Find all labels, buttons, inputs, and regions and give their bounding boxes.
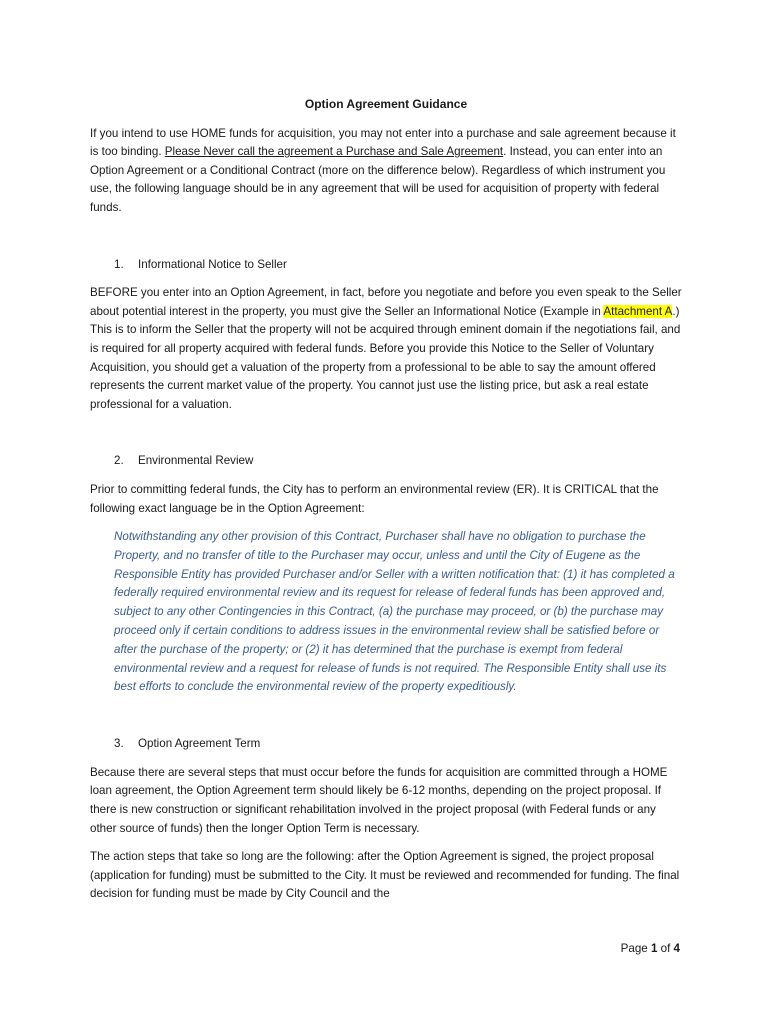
section-2-number: 2. bbox=[114, 454, 124, 468]
page-title: Option Agreement Guidance bbox=[304, 97, 468, 111]
section-1-number: 1. bbox=[114, 257, 124, 271]
intro-text-1: If you intend to use HOME funds for acquisition, you may not enter into a purchase and sale agreement because it is too binding. bbox=[90, 126, 676, 159]
attachment-a-highlight: Attachment A bbox=[603, 304, 673, 318]
page-word: Page bbox=[620, 942, 651, 955]
page-number-footer bbox=[621, 942, 680, 955]
page-current: 1 bbox=[650, 942, 658, 955]
section-3-paragraph-2: The action steps that take so long are the following: after the Option Agreement is signed, the project proposal (application for funding) must be submitted to the City. It must be reviewed and recommended for funding. The final decision for funding must be made by City Council and the bbox=[90, 850, 680, 901]
section-2-title: Environmental Review bbox=[138, 454, 254, 468]
intro-paragraph bbox=[90, 125, 682, 218]
section-3-heading bbox=[90, 735, 682, 754]
page-of-word: of bbox=[657, 942, 674, 955]
intro-text-2: . Instead, you can enter into an Option Agreement or a Conditional Contract (more on the difference below). Regardless of which instrument you use, the following language should be in any agreement that will be used for acquisition of property with federal funds. bbox=[90, 145, 666, 214]
section-1-title: Informational Notice to Seller bbox=[138, 257, 287, 271]
document-body bbox=[90, 95, 682, 914]
section-2-heading bbox=[90, 452, 682, 471]
section-3-number: 3. bbox=[114, 737, 124, 751]
intro-underlined-text: Please Never call the agreement a Purchase and Sale Agreement bbox=[164, 145, 504, 159]
section-1-paragraph bbox=[90, 284, 682, 414]
section-1-text-1: BEFORE you enter into an Option Agreement, in fact, before you negotiate and before you even speak to the Seller about potential interest in the property, you must give the Seller an Informational Notice (Example in bbox=[90, 286, 682, 318]
required-language-quote: Notwithstanding any other provision of this Contract, Purchaser shall have no obligation to purchase the Property, and no transfer of title to the Purchaser may occur, unless and until the City of Eugene as the Responsible Entity has provided Purchaser and/or Seller with a written notification that: (1) it has completed a federally required environmental review and its request for release of federal funds has been approved and, subject to any other Contingencies in this Contract, (a) the purchase may proceed, or (b) the purchase may proceed only if certain conditions to address issues in the environmental review shall be satisfied before or after the purchase of the property; or (2) it has determined that the purchase is exempt from federal environmental review and a request for release of funds is not required. The Responsible Entity shall use its best efforts to conclude the environmental review of the property expeditiously. bbox=[114, 530, 675, 694]
section-1-text-2: .) This is to inform the Seller that the property will not be acquired through eminent domain if the negotiations fail, and is required for all property acquired with federal funds. Before you provide this Notice to the Seller of Voluntary Acquisition, you should get a valuation of the property from a professional to be able to say the amount offered represents the current market value of the property. You cannot just use the listing price, but ask a real estate professional for a valuation. bbox=[90, 304, 681, 411]
section-1-heading bbox=[90, 256, 682, 275]
section-2-paragraph: Prior to committing federal funds, the City has to perform an environmental review (ER). It is CRITICAL that the following exact language be in the Option Agreement: bbox=[90, 482, 659, 515]
section-3-title: Option Agreement Term bbox=[138, 737, 261, 751]
page-total: 4 bbox=[673, 942, 680, 955]
section-3-paragraph-1: Because there are several steps that must occur before the funds for acquisition are committed through a HOME loan agreement, the Option Agreement term should likely be 6-12 months, depending on the project proposal. If there is new construction or significant rehabilitation involved in the project proposal (with Federal funds or any other source of funds) then the longer Option Term is necessary. bbox=[90, 765, 668, 835]
